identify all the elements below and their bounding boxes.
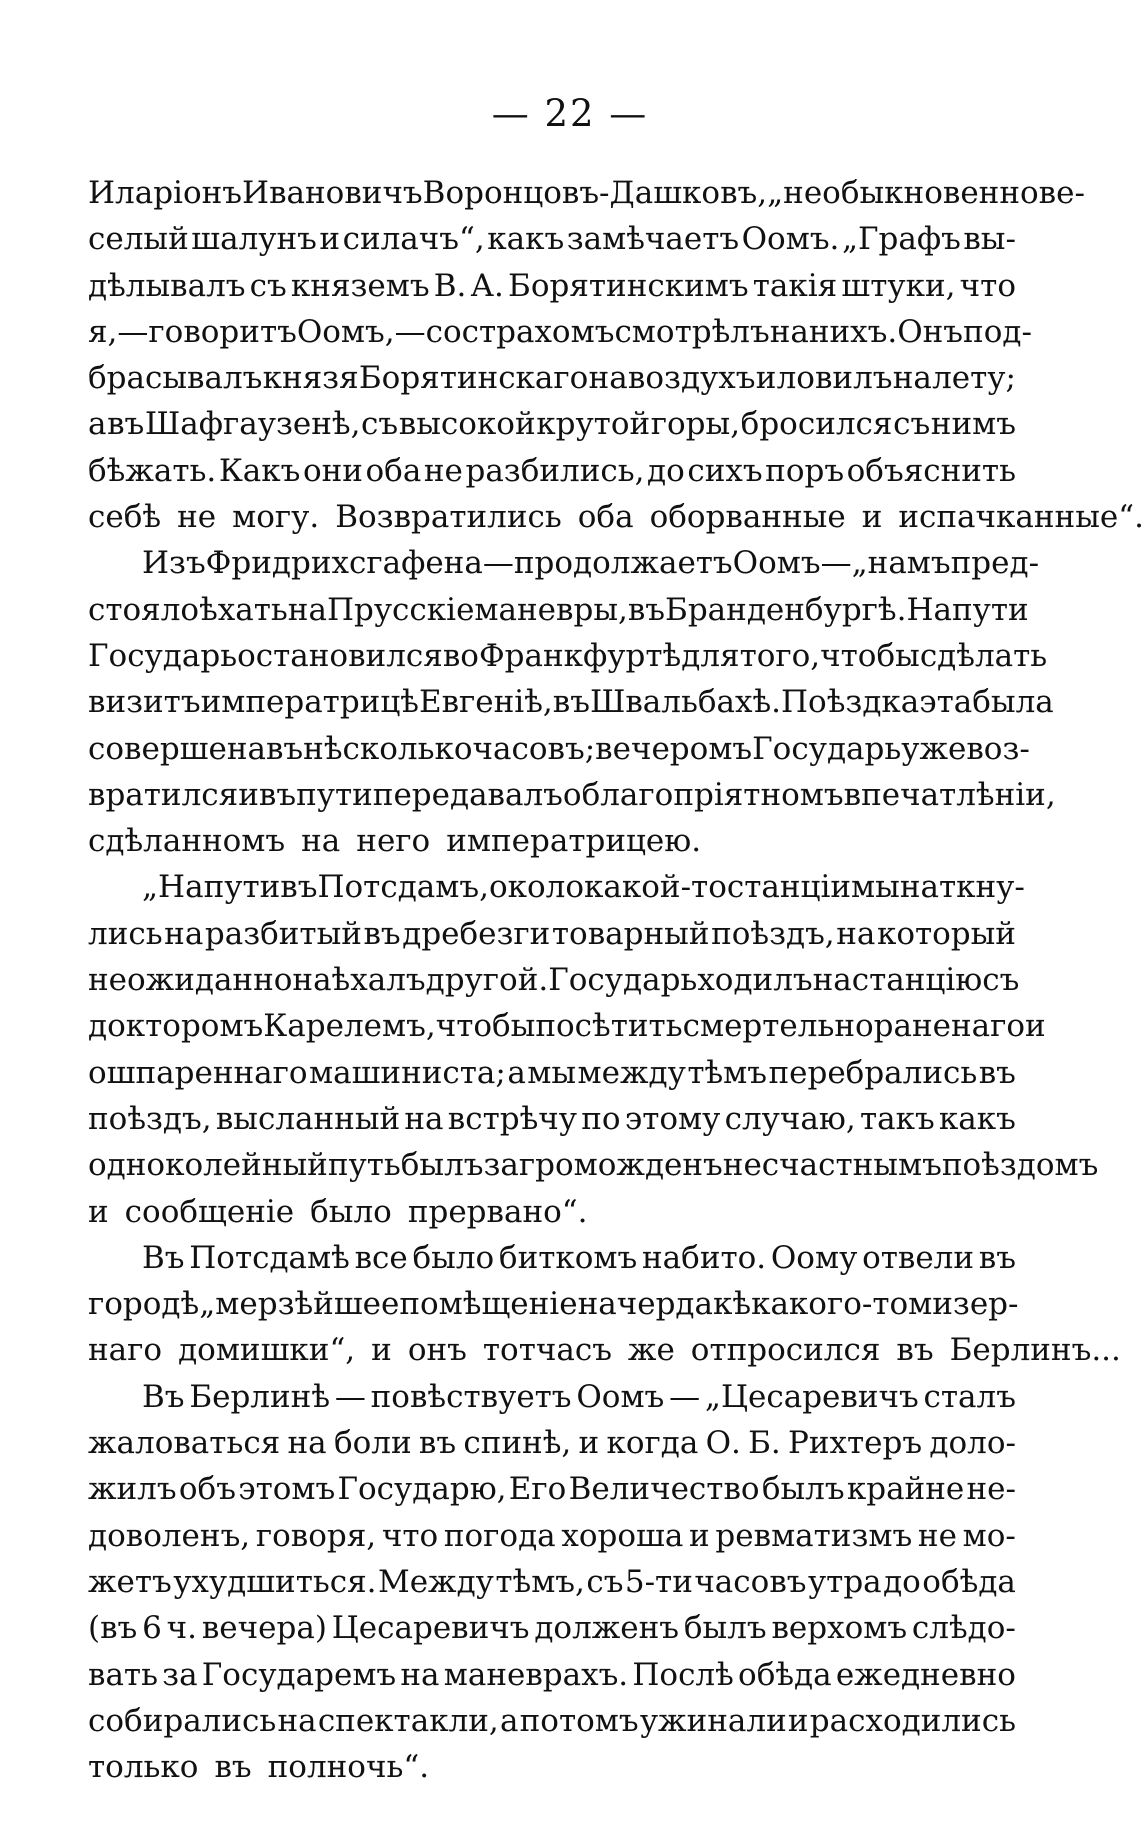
paragraph xyxy=(88,170,1144,540)
paragraph xyxy=(88,1235,1121,1374)
text-line: жаловаться на боли въ спинѣ, и когда О. Б. Рихтеръ доло- xyxy=(88,1425,1016,1462)
text-line: поѣздъ, высланный на встрѣчу по этому случаю, такъ какъ xyxy=(88,1100,1016,1137)
text-line: и сообщеніе было прервано“. xyxy=(88,1193,588,1230)
text-line: городѣ „мерзѣйшее помѣщеніе на чердакѣ какого-то мизер- xyxy=(88,1286,1019,1323)
text-line: ошпареннаго машиниста; а мы между тѣмъ перебрались въ xyxy=(88,1054,1016,1091)
text-line: а въ Шафгаузенѣ, съ высокой крутой горы, бросился съ нимъ xyxy=(88,406,1016,443)
text-line: неожиданно наѣхалъ другой. Государь ходилъ на станцію съ xyxy=(88,962,1020,999)
text-line: наго домишки“, и онъ тотчасъ же отпросился въ Берлинъ... xyxy=(88,1332,1121,1369)
text-line: собирались на спектакли, а потомъ ужинали и расходились xyxy=(88,1702,1016,1739)
text-line: Изъ Фридрихсгафена—продолжаетъ Оомъ — „намъ пред- xyxy=(142,545,1040,582)
text-line: Иларіонъ Ивановичъ Воронцовъ-Дашковъ, „необыкновенно ве- xyxy=(88,175,1085,211)
text-line: селый шалунъ и силачъ“, какъ замѣчаетъ Оомъ. „Графъ вы- xyxy=(88,221,1016,258)
text-line: докторомъ Карелемъ, чтобы посѣтить смертельно раненаго и xyxy=(88,1008,1046,1045)
text-line: доволенъ, говоря, что погода хороша и ревматизмъ не мо- xyxy=(88,1517,1016,1554)
text-line: Государь остановился во Франкфуртѣ для того, чтобы сдѣлать xyxy=(88,637,1048,674)
text-line: я,—говоритъ Оомъ,—со страхомъ смотрѣлъ на нихъ. Онъ под- xyxy=(88,313,1032,350)
text-line: визитъ императрицѣ Евгеніѣ, въ Швальбахѣ. Поѣздка эта была xyxy=(88,684,1054,721)
text-line: стояло ѣхать на Прусскіе маневры, въ Бранденбургѣ. На пути xyxy=(88,591,1029,628)
paragraph xyxy=(88,1374,1016,1791)
paragraph xyxy=(88,864,1099,1234)
text-line: Въ Берлинѣ — повѣствуетъ Оомъ — „Цесаревичъ сталъ xyxy=(142,1378,1016,1415)
paragraph xyxy=(88,540,1056,864)
body-text xyxy=(88,170,1144,1790)
text-line: жилъ объ этомъ Государю, Его Величество былъ крайне не- xyxy=(88,1471,1016,1508)
text-line: брасывалъ князя Борятинскаго на воздухъ и ловилъ на лету; xyxy=(88,360,1016,397)
page-number: — 22 — xyxy=(491,92,649,135)
text-line: „На пути въ Потсдамъ, около какой-то станціи мы наткну- xyxy=(142,869,1025,906)
text-line: только въ полночь“. xyxy=(88,1749,430,1786)
text-line: сдѣланномъ на него императрицею. xyxy=(88,823,702,860)
text-line: вать за Государемъ на маневрахъ. Послѣ обѣда ежедневно xyxy=(88,1656,1016,1693)
text-line: вратился и въ пути передавалъ о благопріятномъ впечатлѣніи, xyxy=(88,776,1056,813)
text-line: Въ Потсдамѣ все было биткомъ набито. Оому отвели въ xyxy=(142,1239,1016,1276)
text-line: одноколейный путь былъ загроможденъ несчастнымъ поѣздомъ xyxy=(88,1147,1099,1184)
text-line: (въ 6 ч. вечера) Цесаревичъ долженъ былъ верхомъ слѣдо- xyxy=(88,1610,1016,1647)
text-line: совершена въ нѣсколько часовъ; вечеромъ Государь уже воз- xyxy=(88,730,1030,767)
text-line: себѣ не могу. Возвратились оба оборванные и испачканные“. xyxy=(88,499,1144,536)
text-line: бѣжать. Какъ они оба не разбились, до сихъ поръ объяснить xyxy=(88,452,1016,489)
text-line: жетъ ухудшиться. Между тѣмъ, съ 5-ти часовъ утра до обѣда xyxy=(88,1563,1016,1600)
text-line: лись на разбитый въ дребезги товарный поѣздъ, на который xyxy=(88,915,1016,952)
text-line: дѣлывалъ съ княземъ В. А. Борятинскимъ такія штуки, что xyxy=(88,267,1016,304)
